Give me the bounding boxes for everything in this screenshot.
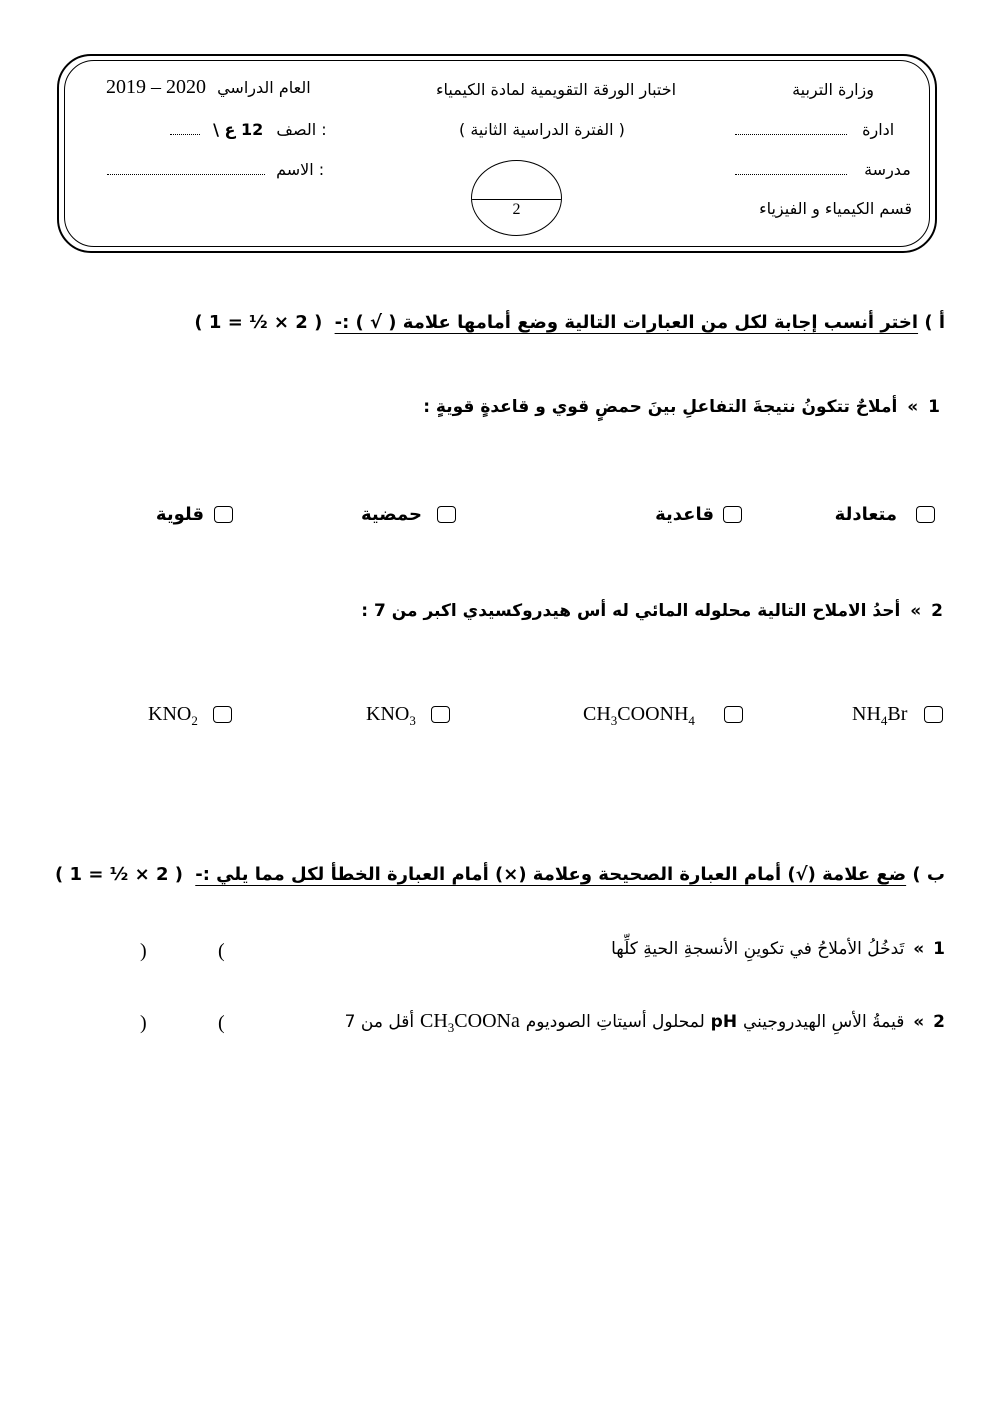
- statement-2-answer-box[interactable]: [152, 1008, 214, 1036]
- question-1-number: 1: [928, 397, 940, 417]
- q2-option-1-formula: [852, 703, 907, 729]
- q2-option-1-base: NH: [852, 703, 881, 725]
- q1-option-4-label: قلوية: [155, 504, 204, 525]
- statement-2-text-a: قيمةُ الأسِ الهيدروجيني: [743, 1012, 905, 1032]
- class-label: الصف :: [276, 120, 327, 139]
- statement-1-bullet-icon: »: [913, 939, 925, 959]
- q1-option-1-label: متعادلة: [834, 504, 897, 525]
- admin-label: ادارة: [862, 120, 895, 139]
- admin-field: [735, 120, 894, 139]
- grade-score: 2: [512, 201, 521, 218]
- grade-oval: [471, 160, 562, 236]
- statement-1-answer-close: ): [140, 940, 147, 962]
- question-1-bullet-icon: »: [907, 397, 919, 417]
- section-a-heading: [194, 312, 945, 333]
- academic-year: [106, 76, 311, 99]
- statement-2-formula-base: CH: [419, 1010, 448, 1032]
- statement-2-formula-sub: 3: [447, 1020, 455, 1035]
- statement-2-formula: [419, 1010, 520, 1035]
- q2-option-2-formula: [583, 703, 695, 729]
- class-blank: [170, 122, 200, 135]
- statement-2-answer-close: ): [140, 1012, 147, 1034]
- question-1: [423, 397, 940, 417]
- statement-1-answer-open: (: [218, 940, 225, 962]
- class-field: [170, 120, 327, 139]
- statement-1-number: 1: [933, 939, 945, 959]
- q2-option-3-sub: 3: [409, 713, 416, 728]
- question-2-bullet-icon: »: [910, 601, 922, 621]
- section-a-prefix: أ ): [924, 312, 945, 333]
- statement-2-text-b: لمحلول أسيتاتِ الصوديوم: [525, 1012, 705, 1032]
- statement-2-bullet-icon: »: [913, 1012, 925, 1032]
- statement-2-formula-rest: COONa: [454, 1010, 520, 1032]
- ministry-label: وزارة التربية: [792, 80, 874, 99]
- statement-2-ph: pH: [710, 1012, 738, 1032]
- q2-option-2-checkbox[interactable]: [724, 706, 743, 723]
- q1-option-2-label: قاعدية: [655, 504, 714, 525]
- admin-blank: [735, 122, 847, 135]
- statement-1: [611, 939, 945, 959]
- q2-option-1-checkbox[interactable]: [924, 706, 943, 723]
- q2-option-3-checkbox[interactable]: [431, 706, 450, 723]
- statement-2-text-c: أقل من 7: [344, 1012, 415, 1032]
- question-2-number: 2: [931, 601, 943, 621]
- exam-period: ( الفترة الدراسية الثانية ): [459, 120, 625, 139]
- q1-option-3-label: حمضية: [360, 504, 422, 525]
- section-b-prefix: ب ): [912, 864, 945, 885]
- grade-divider: [472, 199, 561, 200]
- q2-option-4-checkbox[interactable]: [213, 706, 232, 723]
- q2-option-4-sub: 2: [191, 713, 198, 728]
- q2-option-3-base: KNO: [366, 703, 410, 725]
- statement-1-text: تَدخُلُ الأملاحُ في تكوينِ الأنسجةِ الحيةِ كلِّها: [611, 939, 905, 959]
- q2-option-2-sub: 3: [610, 713, 618, 728]
- q1-option-4-checkbox[interactable]: [214, 506, 233, 523]
- year-value: 2019 – 2020: [106, 76, 206, 98]
- section-b-marks: ( 2 × ½ = 1 ): [55, 864, 183, 885]
- statement-2-number: 2: [933, 1012, 945, 1032]
- section-a-marks: ( 2 × ½ = 1 ): [194, 312, 323, 333]
- name-field: [107, 160, 324, 179]
- name-blank: [107, 162, 265, 175]
- q2-option-4-base: KNO: [148, 703, 192, 725]
- department-label: قسم الكيمياء و الفيزياء: [759, 199, 912, 218]
- q1-option-2-checkbox[interactable]: [723, 506, 742, 523]
- name-label: الاسم :: [276, 160, 325, 179]
- section-a-title: اختر أنسب إجابة لكل من العبارات التالية وضع أمامها علامة ( √ ) :-: [334, 312, 919, 333]
- q1-option-1-checkbox[interactable]: [916, 506, 935, 523]
- q2-option-1-sub: 4: [880, 713, 888, 728]
- question-1-text: أملاحٌ تتكونُ نتيجةَ التفاعلِ بينَ حمضٍ قوي و قاعدةٍ قويةٍ :: [423, 397, 898, 417]
- q2-option-3-formula: [366, 703, 416, 729]
- year-label: العام الدراسي: [217, 78, 311, 97]
- class-value: 12 ع \: [213, 120, 264, 139]
- school-field: [735, 160, 911, 179]
- question-2: [361, 601, 943, 621]
- statement-2-answer-open: (: [218, 1012, 225, 1034]
- exam-title: اختبار الورقة التقويمية لمادة الكيمياء: [436, 80, 677, 99]
- statement-2: [345, 1010, 945, 1036]
- q2-option-4-formula: [148, 703, 198, 729]
- q2-option-2-sub2: 4: [688, 713, 695, 728]
- q1-option-3-checkbox[interactable]: [437, 506, 456, 523]
- q2-option-2-base: CH: [583, 703, 611, 725]
- section-b-heading: [55, 864, 945, 885]
- school-blank: [735, 162, 847, 175]
- question-2-text: أحدُ الاملاح التالية محلوله المائي له أس هيدروكسيدي اكبر من 7 :: [361, 601, 901, 621]
- statement-1-answer-box[interactable]: [152, 936, 214, 964]
- section-b-title: ضع علامة (√) أمام العبارة الصحيحة وعلامة (×) أمام العبارة الخطأ لكل مما يلي :-: [195, 864, 907, 885]
- school-label: مدرسة: [864, 160, 911, 179]
- q2-option-1-rest: Br: [887, 703, 908, 725]
- q2-option-2-rest: COONH: [617, 703, 689, 725]
